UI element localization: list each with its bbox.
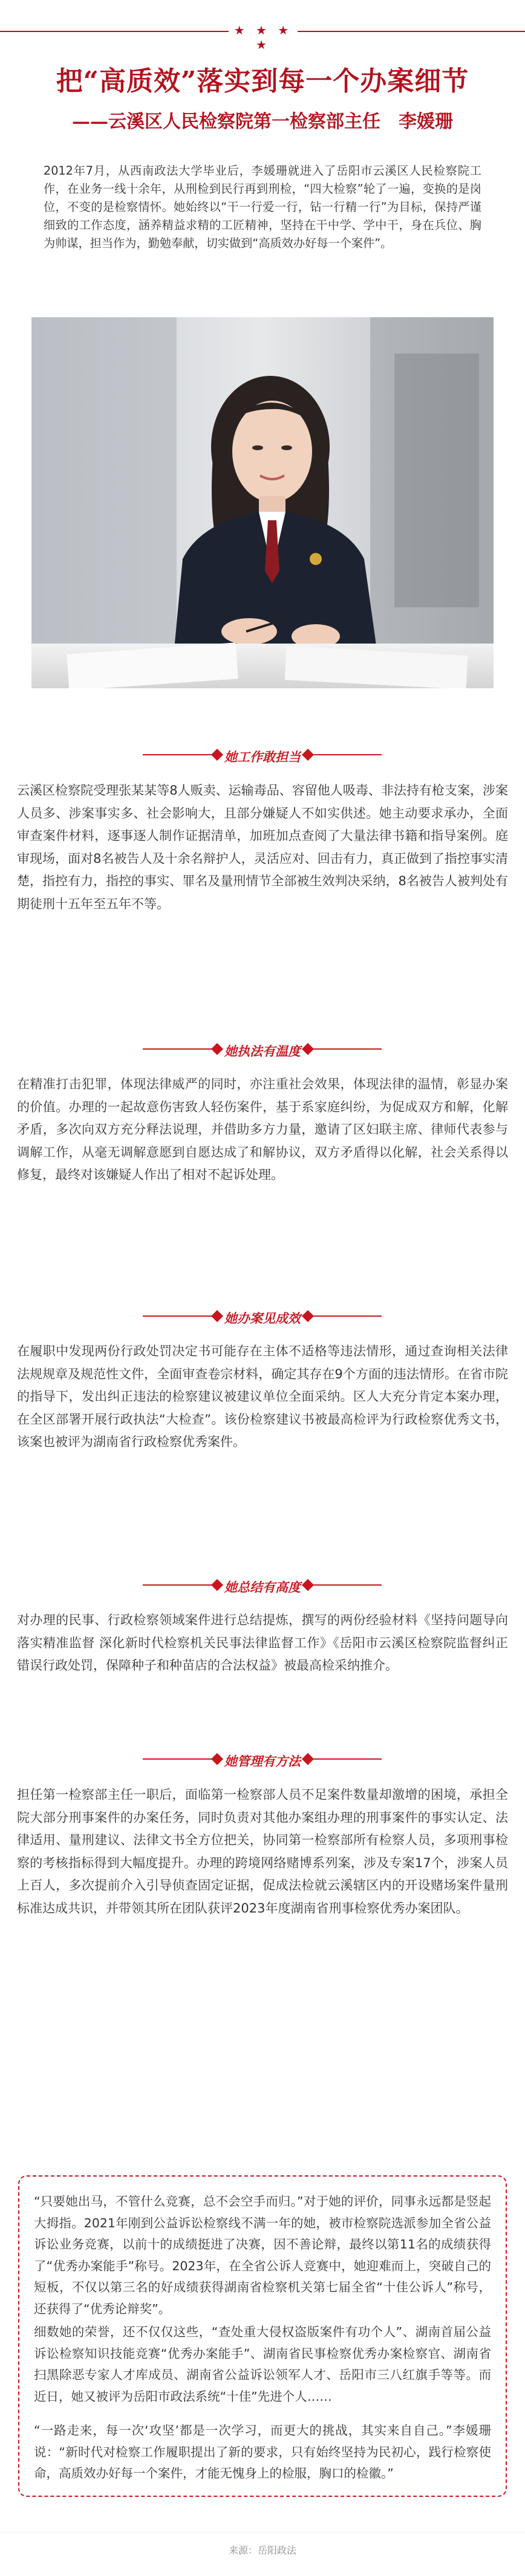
heading-line-right [306, 1315, 382, 1317]
portrait-photo [31, 317, 494, 688]
quote-paragraph-2: 细数她的荣誉，还不仅仅这些，“查处重大侵权盗版案件有功个人”、湖南首届公益诉讼检察知识技能竞赛“优秀办案能手”、湖南省民事检察优秀办案检察官、湖南省扫黑除恶专家人才库成员、湖南省公益诉讼领军人才、岳阳市三八红旗手等等。而近日，她又被评为岳阳市政法系统“十佳”先进个人…… [34, 2325, 491, 2404]
header-stars: ★ ★ ★ ★ [233, 23, 293, 52]
heading-line-left [143, 1758, 218, 1760]
intro-paragraph: 2012年7月，从西南政法大学毕业后，李媛珊就进入了岳阳市云溪区人民检察院工作，在业务一线十余年，从刑检到民行再到刑检，“四大检察”轮了一遍，变换的是岗位，不变的是检察情怀。她始终以“干一行爱一行，钻一行精一行”为目标，保持严谨细致的工作态度，涵养精益求精的工匠精神，坚持在干中学、学中干，身在兵位、胸为帅谋，担当作为，勤勉奉献，切实做到“高质效办好每一个案件”。 [44, 164, 481, 250]
section-title: 她工作敢担当 [224, 750, 301, 764]
heading-line-left [143, 1048, 218, 1050]
quote-paragraph-1: “只要她出马，不管什么竞赛，总不会空手而归。”对于她的评价，同事永远都是竖起大拇指。2021年刚到公益诉讼检察线不满一年的她，被市检察院选派参加全省公益诉讼业务竞赛，以前十的成绩挺进了决赛，因不善论辩，最终以第11名的成绩获得了“优秀办案能手”称号。2023年，在全省公诉人竞赛中，她迎难而上，突破自己的短板，不仅以第三名的好成绩获得湖南省检察机关第七届全省“十佳公诉人”称号，还获得了“优秀论辩奖”。 [34, 2194, 491, 2316]
heading-line-left [143, 1315, 218, 1317]
heading-line-right [306, 1584, 382, 1586]
section-paragraph-3: 在履职中发现两份行政处罚决定书可能存在主体不适格等违法情形，通过查询相关法律法规规章及规范性文件，全面审查卷宗材料，确定其存在9个方面的违法情形。在省市院的指导下，发出纠正违法的检察建议被建议单位全面采纳。区人大充分肯定本案办理，在全区部署开展行政执法“大检查”。该份检察建议书被最高检评为行政检察优秀文书，该案也被评为湖南省行政检察优秀案件。 [17, 1344, 508, 1449]
section-paragraph-2: 在精准打击犯罪，体现法律威严的同时，亦注重社会效果，体现法律的温情，彰显办案的价值。办理的一起故意伤害致人轻伤案件，基于系家庭纠纷，为促成双方和解，化解矛盾，多次向双方充分释法说理，并借助多方力量，邀请了区妇联主席、律师代表参与调解工作，从毫无调解意愿到自愿达成了和解协议，双方矛盾得以化解，社会关系得以修复，最终对该嫌疑人作出了相对不起诉处理。 [17, 1077, 508, 1182]
header-line-right [298, 31, 525, 32]
article-subtitle: ——云溪区人民检察院第一检察部主任 李媛珊 [72, 111, 453, 132]
section-heading-4 [0, 1573, 525, 1597]
section-heading-5 [0, 1747, 525, 1771]
section-paragraph-4: 对办理的民事、行政检察领域案件进行总结提炼，撰写的两份经验材料《坚持问题导向 落实精准监督 深化新时代检察机关民事法律监督工作》《岳阳市云溪区检察院监督纠正错误行政处罚，保障种子和种苗店的合法权益》被最高检采纳推介。 [17, 1613, 508, 1673]
heading-line-right [306, 754, 382, 755]
section-heading-2 [0, 1037, 525, 1061]
source-credit: 来源：岳阳政法 [228, 2545, 296, 2556]
heading-line-left [143, 1584, 218, 1586]
section-heading-3 [0, 1304, 525, 1328]
section-title: 她执法有温度 [224, 1044, 301, 1059]
heading-line-right [306, 1758, 382, 1760]
section-title: 她办案见成效 [224, 1311, 301, 1326]
heading-line-left [143, 754, 218, 755]
quote-paragraph-3: “一路走来，每一次‘攻坚’都是一次学习，而更大的挑战，其实来自自己。”李媛珊说：“新时代对检察工作履职提出了新的要求，只有始终坚持为民初心，践行检察使命，高质效办好每一个案件，才能无愧身上的检服，胸口的检徽。” [34, 2423, 491, 2481]
section-paragraph-5: 担任第一检察部主任一职后，面临第一检察部人员不足案件数量却激增的困境，承担全院大部分刑事案件的办案任务，同时负责对其他办案组办理的刑事案件的事实认定、法律适用、量刑建议、法律文书全方位把关，协同第一检察部所有检察人员，多项刑事检察的考核指标得到大幅度提升。办理的跨境网络赌博系列案，涉及专案17个，涉案人员上百人，多次提前介入引导侦查固定证据，促成法检就云溪辖区内的开设赌场案件量刑标准达成共识，并带领其所在团队获评2023年度湖南省刑事检察优秀办案团队。 [17, 1787, 508, 1916]
section-title: 她管理有方法 [224, 1754, 301, 1769]
section-paragraph-1: 云溪区检察院受理张某某等8人贩卖、运输毒品、容留他人吸毒、非法持有枪支案，涉案人员多、涉案事实多、社会影响大，且部分嫌疑人不如实供述。她主动要求承办，全面审查案件材料，逐事逐人制作证据清单，加班加点查阅了大量法律书籍和指导案例。庭审现场，面对8名被告人及十余名辩护人，灵活应对、回击有力，真正做到了指控事实清楚，指控有力，指控的事实、罪名及量刑情节全部被生效判决采纳，8名被告人被判处有期徒刑十五年至五年不等。 [17, 783, 508, 911]
section-title: 她总结有高度 [224, 1580, 301, 1595]
header-line-left [0, 31, 229, 32]
heading-line-right [306, 1048, 382, 1050]
portrait-illustration [31, 317, 494, 688]
section-heading-1 [0, 743, 525, 767]
article-title: 把“高质效”落实到每一个办案细节 [56, 66, 469, 97]
